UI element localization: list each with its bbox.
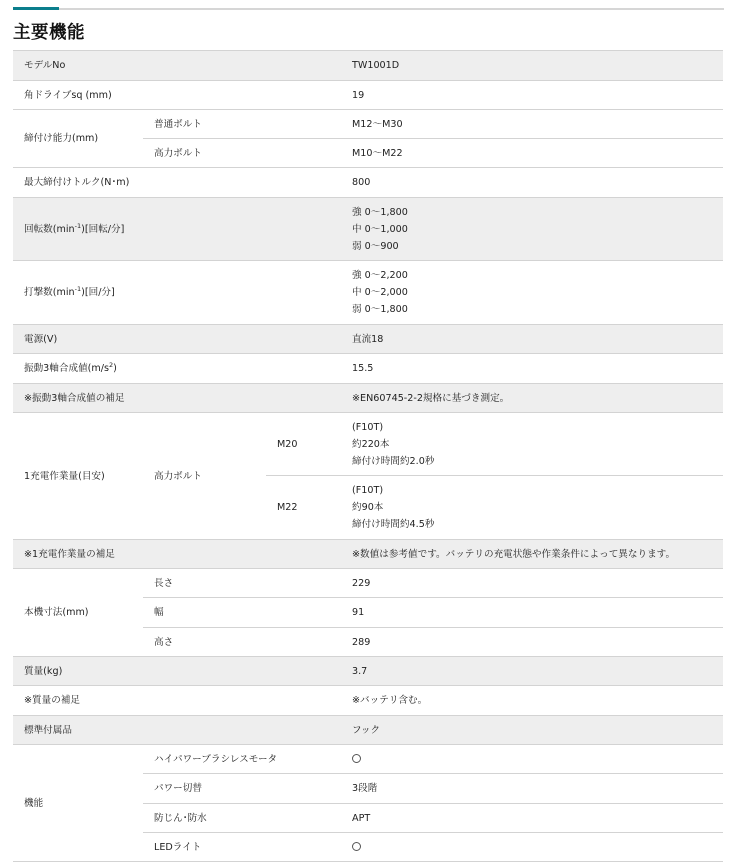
row-label: 標準付属品: [13, 716, 341, 745]
row-label: 電源(V): [13, 325, 341, 354]
row-sublabel: 普通ボルト: [143, 110, 341, 139]
available-circle-icon: [352, 754, 361, 763]
row-value: (F10T) 約90本 締付け時間約4.5秒: [341, 476, 723, 540]
row-label: 質量(kg): [13, 657, 341, 686]
section-title: 主要機能: [13, 23, 85, 43]
table-row: [13, 413, 723, 476]
row-value: 3.7: [341, 657, 723, 686]
row-label: 最大締付けトルク(N･m): [13, 168, 341, 198]
row-sublabel: パワー切替: [143, 774, 341, 804]
section-accent-bar: [13, 7, 59, 10]
row-value: 3段階: [341, 774, 723, 804]
table-row: [13, 745, 723, 774]
row-value: [341, 833, 723, 862]
table-row: [13, 198, 723, 261]
row-label: ※振動3軸合成値の補足: [13, 384, 341, 413]
row-label: 振動3軸合成値$(m/s^2)$: [13, 354, 341, 384]
row-sublabel: 幅: [143, 598, 341, 628]
row-value: [341, 745, 723, 774]
row-value: 15.5: [341, 354, 723, 384]
row-value: APT: [341, 804, 723, 833]
section-divider: [13, 8, 724, 10]
row-value: ※EN60745-2-2規格に基づき測定。: [341, 384, 723, 413]
table-row: [13, 110, 723, 139]
table-row: [13, 51, 723, 81]
row-sublabel: 長さ: [143, 569, 341, 598]
table-row: [13, 569, 723, 598]
row-value: 強 0〜2,200 中 0〜2,000 弱 0〜1,800: [341, 261, 723, 325]
row-value: 19: [341, 81, 723, 110]
row-value: 直流18: [341, 325, 723, 354]
row-value: M10〜M22: [341, 139, 723, 168]
row-value: ※数値は参考値です。バッテリの充電状態や作業条件によって異なります。: [341, 540, 723, 569]
table-row: [13, 168, 723, 198]
row-label: 1充電作業量(目安): [13, 413, 143, 540]
row-label: 角ドライブsq (mm): [13, 81, 341, 110]
row-size-label: M22: [266, 476, 341, 540]
table-row: [13, 325, 723, 354]
row-sublabel: 高力ボルト: [143, 413, 266, 540]
row-value: M12〜M30: [341, 110, 723, 139]
row-label: 回転数$(\min^{-1})$[回転/分]: [13, 198, 341, 261]
row-value: 229: [341, 569, 723, 598]
row-sublabel: 高さ: [143, 628, 341, 657]
row-label: ※質量の補足: [13, 686, 341, 716]
table-row: [13, 384, 723, 413]
row-label: モデルNo: [13, 51, 341, 81]
row-value: 289: [341, 628, 723, 657]
row-sublabel: LEDライト: [143, 833, 341, 862]
row-sublabel: 防じん･防水: [143, 804, 341, 833]
table-row: [13, 540, 723, 569]
row-value: 800: [341, 168, 723, 198]
row-value: TW1001D: [341, 51, 723, 81]
row-value: 91: [341, 598, 723, 628]
row-label: 打撃数$(\min^{-1})$[回/分]: [13, 261, 341, 325]
table-row: [13, 657, 723, 686]
row-value: ※バッテリ含む。: [341, 686, 723, 716]
table-row: [13, 686, 723, 716]
row-label: 機能: [13, 745, 143, 862]
row-value: フック: [341, 716, 723, 745]
spec-table: [13, 50, 723, 862]
row-size-label: M20: [266, 413, 341, 476]
row-label: 本機寸法(mm): [13, 569, 143, 657]
row-sublabel: 高力ボルト: [143, 139, 341, 168]
available-circle-icon: [352, 842, 361, 851]
table-row: [13, 261, 723, 325]
table-row: [13, 81, 723, 110]
row-label: ※1充電作業量の補足: [13, 540, 341, 569]
table-row: [13, 716, 723, 745]
row-label: 締付け能力(mm): [13, 110, 143, 168]
row-value: 強 0〜1,800 中 0〜1,000 弱 0〜900: [341, 198, 723, 261]
row-value: (F10T) 約220本 締付け時間約2.0秒: [341, 413, 723, 476]
row-sublabel: ハイパワーブラシレスモータ: [143, 745, 341, 774]
table-row: [13, 354, 723, 384]
